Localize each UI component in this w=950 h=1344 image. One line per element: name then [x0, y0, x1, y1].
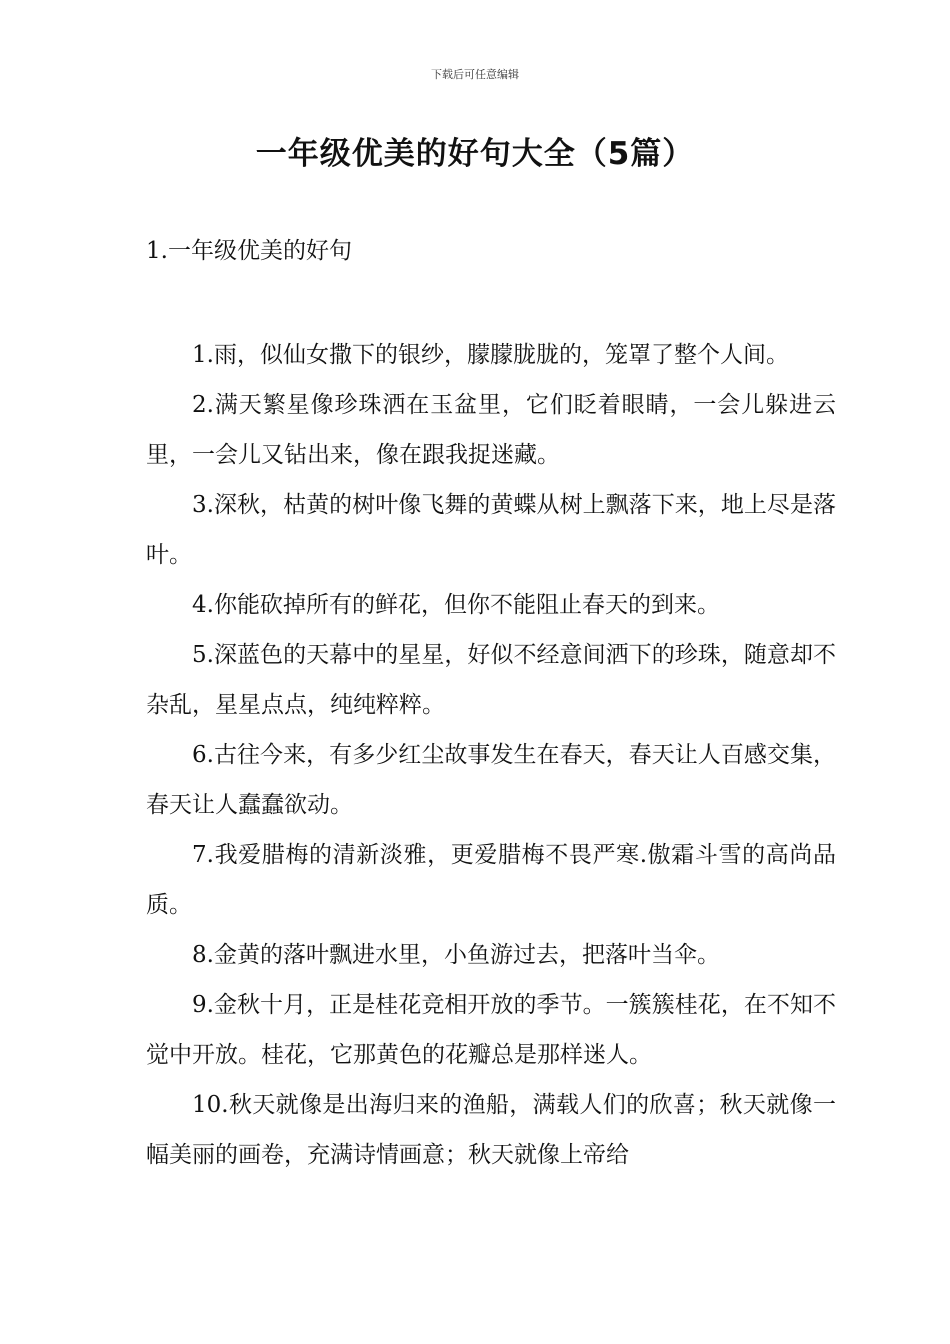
paragraph-10: 10.秋天就像是出海归来的渔船，满载人们的欣喜；秋天就像一幅美丽的画卷，充满诗情画意；秋天就像上帝给	[146, 1092, 836, 1168]
paragraph-list	[146, 330, 836, 1180]
paragraph-8: 8.金黄的落叶飘进水里，小鱼游过去，把落叶当伞。	[192, 942, 720, 968]
paragraph-3: 3.深秋，枯黄的树叶像飞舞的黄蝶从树上飘落下来，地上尽是落叶。	[146, 492, 836, 568]
paragraph-9: 9.金秋十月，正是桂花竞相开放的季节。一簇簇桂花，在不知不觉中开放。桂花，它那黄色的花瓣总是那样迷人。	[146, 992, 836, 1068]
paragraph-6: 6.古往今来，有多少红尘故事发生在春天，春天让人百感交集，春天让人蠢蠢欲动。	[146, 742, 836, 818]
paragraph-4: 4.你能砍掉所有的鲜花，但你不能阻止春天的到来。	[192, 592, 720, 618]
paragraph-7: 7.我爱腊梅的清新淡雅，更爱腊梅不畏严寒.傲霜斗雪的高尚品质。	[146, 842, 836, 918]
section-heading: 1.一年级优美的好句	[146, 238, 352, 264]
paragraph-5: 5.深蓝色的天幕中的星星，好似不经意间洒下的珍珠，随意却不杂乱，星星点点，纯纯粹粹。	[146, 642, 836, 718]
header-note: 下载后可任意编辑	[431, 68, 519, 81]
paragraph-1: 1.雨，似仙女撒下的银纱，朦朦胧胧的，笼罩了整个人间。	[192, 342, 789, 368]
paragraph-2: 2.满天繁星像珍珠洒在玉盆里，它们眨着眼睛，一会儿躲进云里，一会儿又钻出来，像在跟我捉迷藏。	[146, 392, 836, 468]
document-title: 一年级优美的好句大全（5篇）	[255, 136, 695, 172]
